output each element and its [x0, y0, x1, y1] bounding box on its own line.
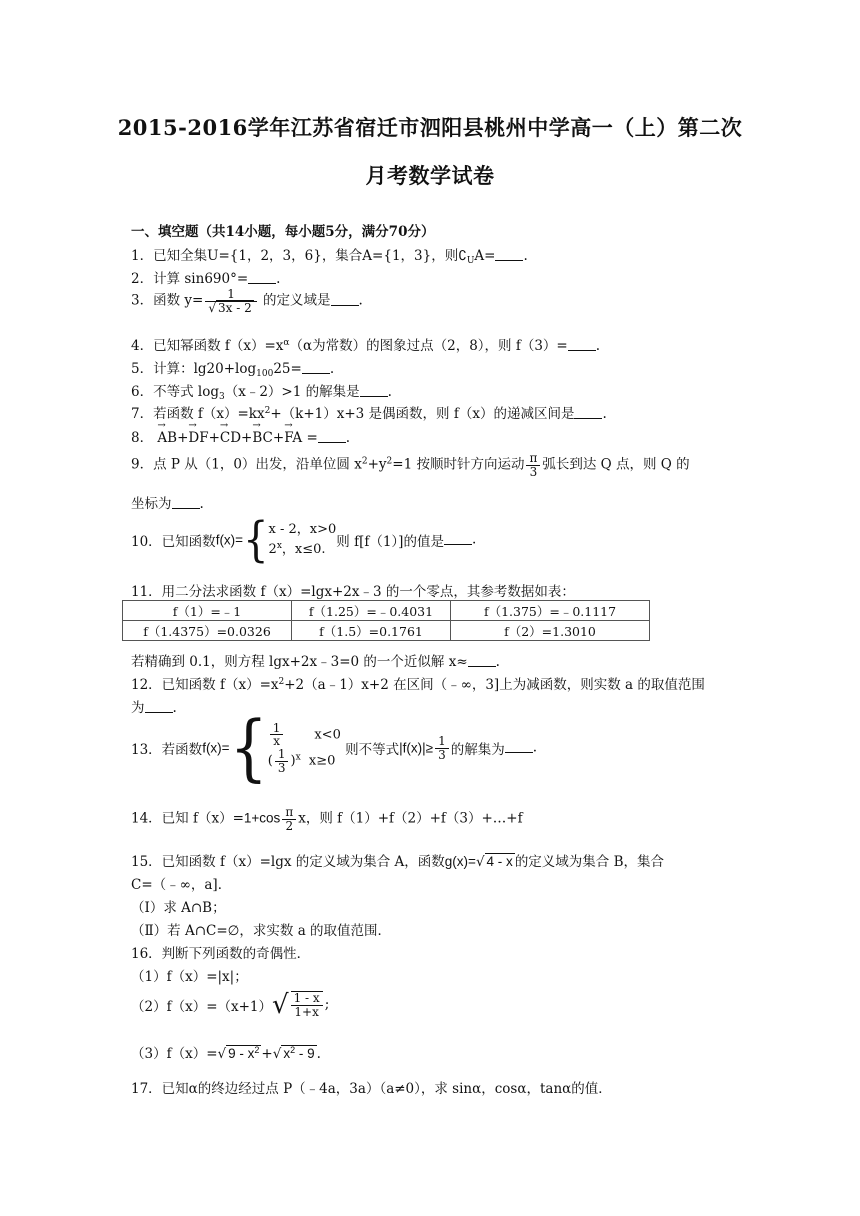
question-10: 10．已知函数f(x)={ x - 2，x>0 2$^x$，x≤0. 则 f[f（1）]的值是 .	[131, 512, 477, 568]
table-cell: f（1）=﹣1	[123, 601, 292, 621]
exam-title-line2: 月考数学试卷	[365, 163, 495, 188]
vector-df: → DF	[188, 430, 208, 446]
vector-fa: → FA	[284, 430, 302, 446]
answer-blank	[331, 293, 359, 306]
table-row	[123, 621, 650, 641]
vector-ab: → AB	[157, 430, 177, 446]
question-6: 6．不等式 $\log_3(x﹣2)>1$ 的解集是 .	[131, 384, 392, 402]
section-heading: 一、填空题（共14小题，每小题5分，满分70分）	[131, 224, 435, 240]
question-16-part3: （3）f（x）=√ $9 - x^2$ +√ $x^2 - 9$ .	[131, 1045, 321, 1062]
table-cell: f（2）=1.3010	[451, 621, 650, 641]
question-15-part2: （Ⅱ）若 A∩C=∅，求实数 a 的取值范围．	[131, 923, 392, 939]
question-16: 16．判断下列函数的奇偶性．	[131, 946, 311, 962]
question-15-set-c: C=（﹣∞，a]．	[131, 877, 232, 893]
vector-bc: → BC	[252, 430, 273, 446]
question-14: 14．已知 f（x）=1+cos $\frac{\pi}{2}$ x，则 f（1）+f（2）+f（3）+…+f	[131, 805, 523, 833]
table-cell: f（1.5）=0.1761	[292, 621, 451, 641]
answer-blank	[468, 654, 496, 667]
answer-blank	[172, 496, 200, 509]
question-12-cont: 为 .	[131, 700, 177, 716]
table-cell: f（1.375）=﹣0.1117	[451, 601, 650, 621]
table-row	[123, 601, 650, 621]
table-cell: f（1.4375）=0.0326	[123, 621, 292, 641]
brace: {	[243, 512, 269, 568]
answer-blank	[444, 532, 472, 545]
question-3: 3．函数 y= $\frac{1}{√ 3x - 2}$ 的定义域是 .	[131, 287, 363, 315]
question-16-part1: （1）f（x）=|x|；	[131, 969, 248, 985]
answer-blank	[505, 740, 533, 753]
question-4: 4．已知幂函数 $f(x)=x^\alpha(\alpha$为常数）的图象过点（2，8），则 f（3）= .	[131, 338, 601, 354]
reference-data-table	[122, 600, 650, 641]
question-12: 12．已知函数 $f(x)=x^2+2(a﹣1)x+2$ 在区间（﹣∞，3]上为减函数，则实数 a 的取值范围	[131, 677, 705, 693]
question-7: 7．若函数 $f(x)=kx^2+(k+1)x+3$ 是偶函数，则 f（x）的递减区间是 .	[131, 406, 607, 422]
answer-blank	[302, 361, 330, 374]
question-11: 11．用二分法求函数 f（x）=lgx+2x﹣3 的一个零点，其参考数据如表：	[131, 584, 575, 600]
question-13: 13．若函数f(x)={ $\frac{1}{x}$ x<0 ( $\frac{1}{3}$ )$^x$ x≥0 则不等式|f(x)|≥ $\frac{1}{3}$ 的解集为 .	[131, 706, 537, 790]
question-11-cont: 若精确到 0.1，则方程 lgx+2x﹣3=0 的一个近似解 x≈ .	[131, 654, 500, 670]
exam-title-line1: 2015-2016学年江苏省宿迁市泗阳县桃州中学高一（上）第二次	[117, 115, 743, 140]
answer-blank	[360, 384, 388, 397]
table-cell: f（1.25）=﹣0.4031	[292, 601, 451, 621]
question-1: 1．已知全集U={1，2，3，6}，集合A={1，3}，则$∁_UA=$ .	[131, 248, 528, 266]
answer-blank	[145, 700, 173, 713]
answer-blank	[574, 406, 602, 419]
fraction: $\frac{1}{√ 3x - 2}$	[205, 288, 256, 314]
answer-blank	[495, 248, 523, 261]
brace: {	[229, 706, 268, 790]
answer-blank	[248, 271, 276, 284]
question-9: 9．点 P 从（1，0）出发，沿单位圆 $x^2+y^2=1$ 按顺时针方向运动 $\frac{\pi}{3}$ 弧长到达 Q 点，则 Q 的	[131, 451, 690, 479]
question-2: 2．计算 sin690°= .	[131, 271, 281, 287]
question-5: 5．计算：$\lg 20+\log_{100}25=$ .	[131, 361, 335, 379]
question-17: 17．已知α的终边经过点 P（﹣4a，3a）（a≠0），求 sinα，cosα，tanα的值．	[131, 1081, 612, 1097]
question-9-cont: 坐标为 .	[131, 496, 204, 512]
answer-blank	[568, 338, 596, 351]
question-8: 8． → AB+→ DF+→ CD+→ BC+→ FA = .	[131, 426, 731, 446]
question-15-part1: （Ⅰ）求 A∩B；	[131, 900, 226, 916]
answer-blank	[318, 430, 346, 443]
fraction-pi-3: $\frac{\pi}{3}$	[526, 452, 540, 478]
question-16-part2: （2）f（x）=（x+1）√ $\frac{1 - x}{1+x}$ ;	[131, 990, 330, 1020]
vector-cd: → CD	[220, 430, 241, 446]
piecewise-cases: x - 2，x>0 2$^x$，x≤0.	[268, 522, 337, 557]
question-15: 15．已知函数 f（x）=lgx 的定义域为集合 A，函数g(x)=√ 4 - x 的定义域为集合 B，集合	[131, 854, 665, 870]
piecewise-cases: $\frac{1}{x}$ x<0 ( $\frac{1}{3}$ )$^x$ x≥0	[267, 720, 341, 775]
